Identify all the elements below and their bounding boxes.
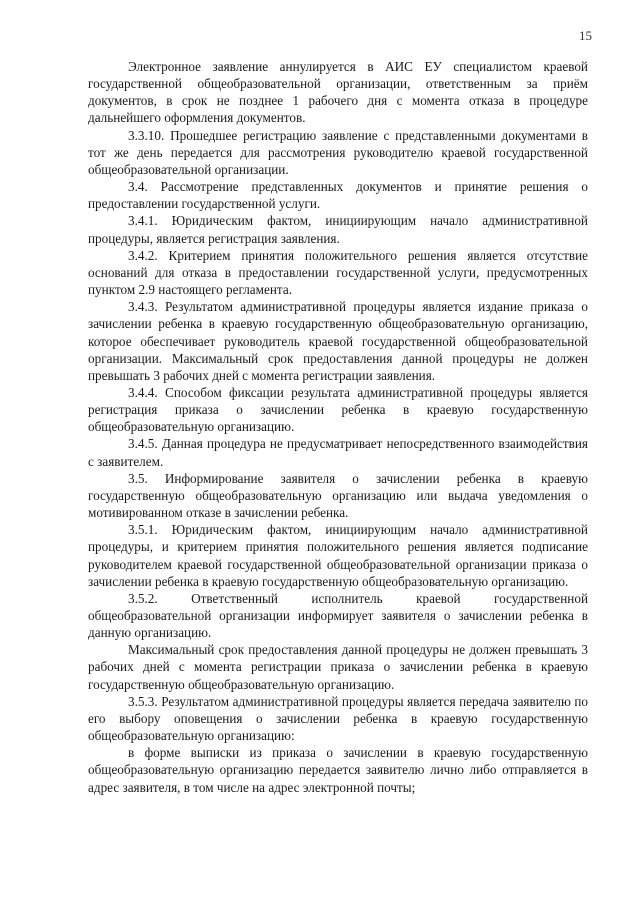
page-number: 15 (579, 28, 592, 43)
paragraph-3-5-3: 3.5.3. Результатом административной процедуры является передача заявителю по его выбору оповещения о зачислении ребенка в краевую государственную общеобразовательную организацию: (88, 693, 588, 744)
paragraph-extract-form: в форме выписки из приказа о зачислении в краевую государственную общеобразовательную организацию передается заявителю лично либо отправляется в адрес заявителя, в том числе на адрес электронной почты; (88, 745, 588, 795)
paragraph-3-4-3: 3.4.3. Результатом административной процедуры является издание приказа о зачислении ребенка в краевую государственную общеобразовательную организацию, которое обеспечивает руководитель краевой государственной общеобразовательной организации. Максимальный срок предоставления данной процедуры не должен превышать 3 рабочих дней с момента регистрации заявления. (88, 299, 588, 383)
section-heading-3-4: 3.4. Рассмотрение представленных документов и принятие решения о предоставлении государственной услуги. (88, 179, 588, 212)
document-body (88, 58, 588, 796)
section-heading-3-5: 3.5. Информирование заявителя о зачислении ребенка в краевую государственную общеобразовательную организацию или выдача уведомления о мотивированном отказе в зачислении ребенка. (88, 470, 588, 521)
paragraph-3-3-10: 3.3.10. Прошедшее регистрацию заявление с представленными документами в тот же день передается для рассмотрения руководителю краевой государственной общеобразовательной организации. (88, 127, 588, 177)
paragraph-3-5-2: 3.5.2. Ответственный исполнитель краевой государственной общеобразовательной организации информирует заявителя о зачислении ребенка в данную организацию. (88, 590, 588, 641)
paragraph-max-term: Максимальный срок предоставления данной процедуры не должен превышать 3 рабочих дней с момента регистрации приказа о зачислении ребенка в краевую государственную общеобразовательную организацию. (88, 642, 588, 692)
paragraph-3-4-2: 3.4.2. Критерием принятия положительного решения является отсутствие оснований для отказа в предоставлении государственной услуги, предусмотренных пунктом 2.9 настоящего регламента. (88, 247, 588, 298)
paragraph-annulment: Электронное заявление аннулируется в АИС ЕУ специалистом краевой государственной общеобразовательной организации, ответственным за приём документов, в срок не позднее 1 рабочего дня с момента отказа в процедуре дальнейшего оформления документов. (88, 59, 588, 126)
paragraph-3-4-1: 3.4.1. Юридическим фактом, инициирующим начало административной процедуры, является регистрация заявления. (88, 213, 588, 246)
paragraph-3-4-5: 3.4.5. Данная процедура не предусматривает непосредственного взаимодействия с заявителем. (88, 436, 588, 469)
paragraph-3-4-4: 3.4.4. Способом фиксации результата административной процедуры является регистрация приказа о зачислении ребенка в краевую государственную общеобразовательную организацию. (88, 384, 588, 435)
paragraph-3-5-1: 3.5.1. Юридическим фактом, инициирующим начало административной процедуры, и критерием принятия положительного решения является подписание руководителем краевой государственной общеобразовательной организации приказа о зачислении ребенка в краевую государственную общеобразовательную организацию. (88, 522, 588, 589)
